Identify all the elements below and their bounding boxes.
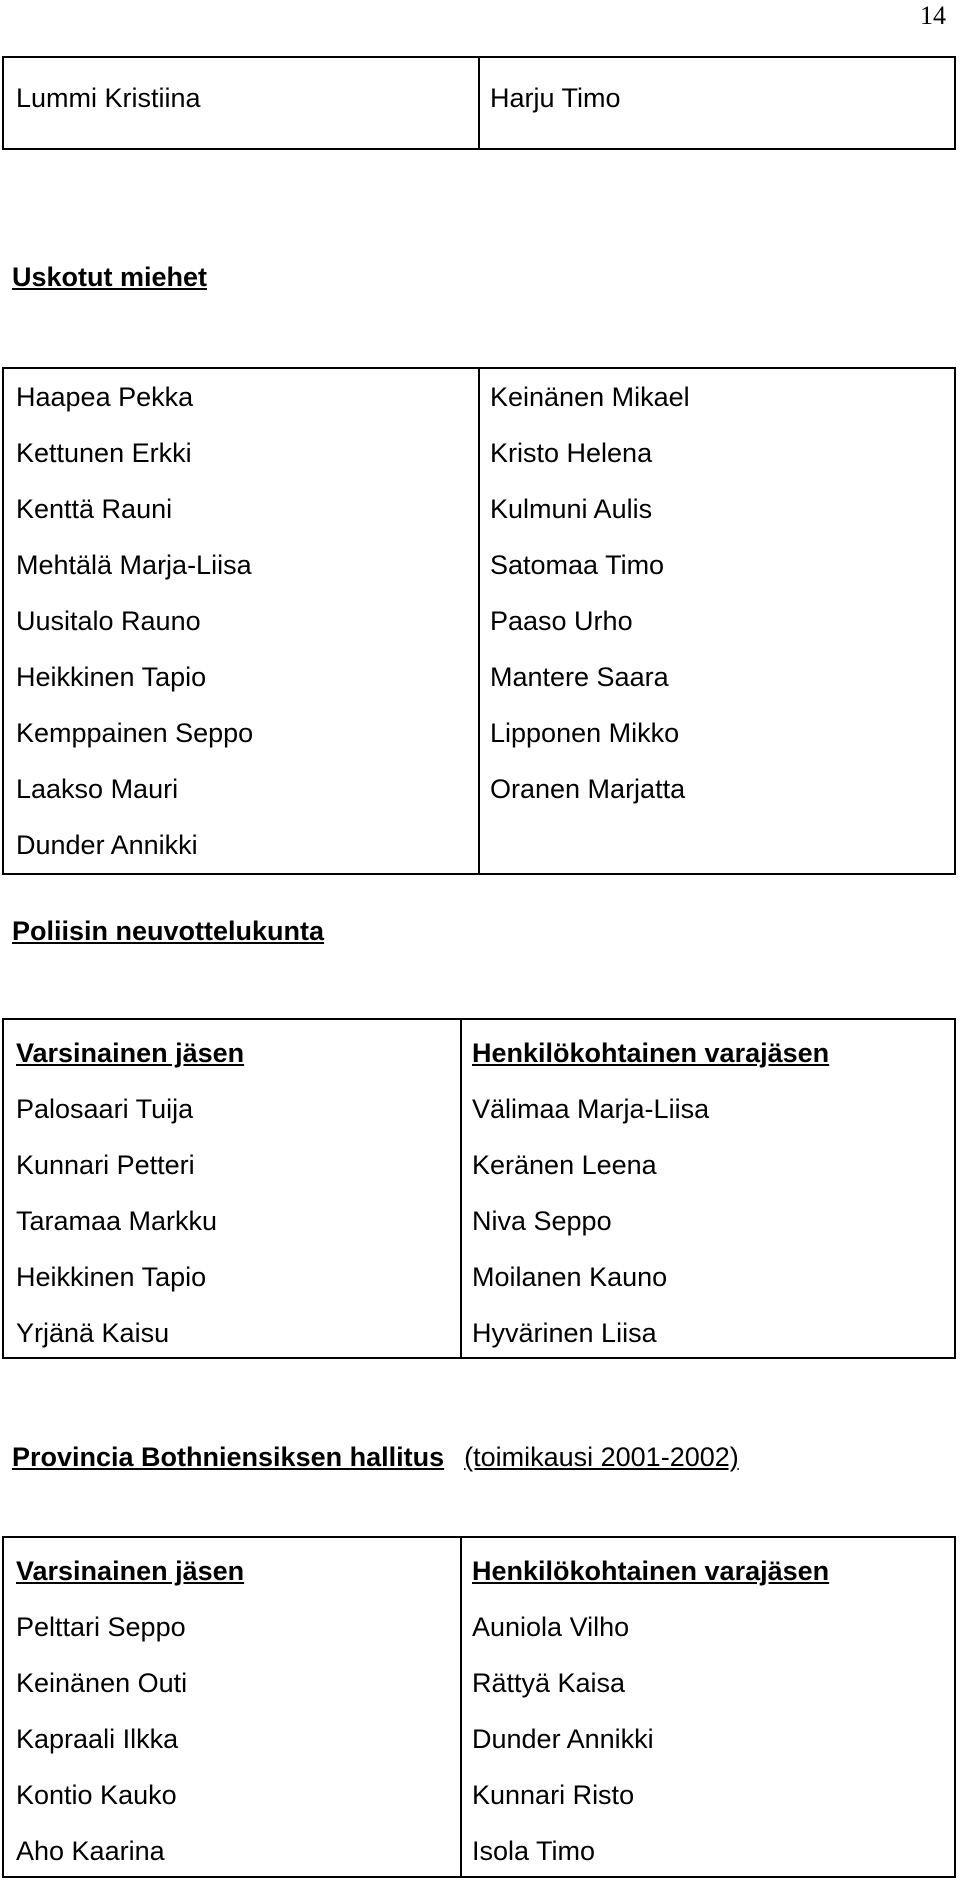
list-item: Palosaari Tuija: [16, 1094, 194, 1124]
provincia-title: Provincia Bothniensiksen hallitus: [12, 1442, 445, 1472]
list-item: Kenttä Rauni: [16, 494, 173, 524]
list-item: Mehtälä Marja-Liisa: [16, 550, 252, 580]
list-item: Uusitalo Rauno: [16, 606, 201, 636]
list-item: Taramaa Markku: [16, 1206, 218, 1236]
list-item: Laakso Mauri: [16, 774, 179, 804]
top-table-right-name: Harju Timo: [490, 83, 621, 113]
list-item: Heikkinen Tapio: [16, 662, 207, 692]
page-number: 14: [920, 1, 946, 30]
provincia-right-column: [472, 1543, 829, 1879]
list-item: Yrjänä Kaisu: [16, 1318, 170, 1348]
list-item: Rättyä Kaisa: [472, 1668, 626, 1698]
table-divider: [478, 58, 480, 148]
top-table: [2, 56, 956, 150]
column-header-varajasen: Henkilökohtainen varajäsen: [472, 1556, 830, 1586]
column-header-varsinainen: Varsinainen jäsen: [16, 1556, 245, 1586]
list-item: Kunnari Petteri: [16, 1150, 195, 1180]
list-item: Kapraali Ilkka: [16, 1724, 179, 1754]
top-table-left-name: Lummi Kristiina: [16, 83, 201, 113]
list-item: Keinänen Mikael: [490, 382, 690, 412]
list-item: Heikkinen Tapio: [16, 1262, 207, 1292]
list-item: Kontio Kauko: [16, 1780, 177, 1810]
uskotut-left-column: [16, 369, 253, 873]
list-item: Välimaa Marja-Liisa: [472, 1094, 710, 1124]
provincia-left-column: [16, 1543, 244, 1879]
section-heading-uskotut: Uskotut miehet: [12, 262, 208, 292]
list-item: Kettunen Erkki: [16, 438, 192, 468]
uskotut-right-column: [490, 369, 690, 817]
list-item: Kemppainen Seppo: [16, 718, 254, 748]
section-heading-poliisi: Poliisin neuvottelukunta: [12, 916, 325, 946]
table-divider: [478, 369, 480, 873]
poliisi-table: [2, 1018, 956, 1359]
list-item: Satomaa Timo: [490, 550, 665, 580]
list-item: Dunder Annikki: [16, 830, 198, 860]
list-item: Keränen Leena: [472, 1150, 657, 1180]
list-item: Auniola Vilho: [472, 1612, 630, 1642]
list-item: Oranen Marjatta: [490, 774, 686, 804]
list-item: Paaso Urho: [490, 606, 633, 636]
section-heading-provincia: [12, 1440, 739, 1474]
list-item: Kunnari Risto: [472, 1780, 635, 1810]
uskotut-table: [2, 367, 956, 875]
poliisi-right-column: [472, 1025, 829, 1361]
column-header-varajasen: Henkilökohtainen varajäsen: [472, 1038, 830, 1068]
list-item: Pelttari Seppo: [16, 1612, 186, 1642]
column-header-varsinainen: Varsinainen jäsen: [16, 1038, 245, 1068]
list-item: Moilanen Kauno: [472, 1262, 668, 1292]
poliisi-left-column: [16, 1025, 244, 1361]
list-item: Hyvärinen Liisa: [472, 1318, 657, 1348]
provincia-table: [2, 1536, 956, 1878]
provincia-term-note: (toimikausi 2001-2002): [464, 1442, 739, 1472]
list-item: Mantere Saara: [490, 662, 669, 692]
table-divider: [460, 1020, 462, 1357]
list-item: Isola Timo: [472, 1836, 596, 1866]
list-item: Haapea Pekka: [16, 382, 194, 412]
list-item: Niva Seppo: [472, 1206, 612, 1236]
list-item: Keinänen Outi: [16, 1668, 188, 1698]
list-item: Aho Kaarina: [16, 1836, 165, 1866]
list-item: Kulmuni Aulis: [490, 494, 653, 524]
table-divider: [460, 1538, 462, 1876]
list-item: Lipponen Mikko: [490, 718, 680, 748]
list-item: Dunder Annikki: [472, 1724, 654, 1754]
list-item: Kristo Helena: [490, 438, 653, 468]
